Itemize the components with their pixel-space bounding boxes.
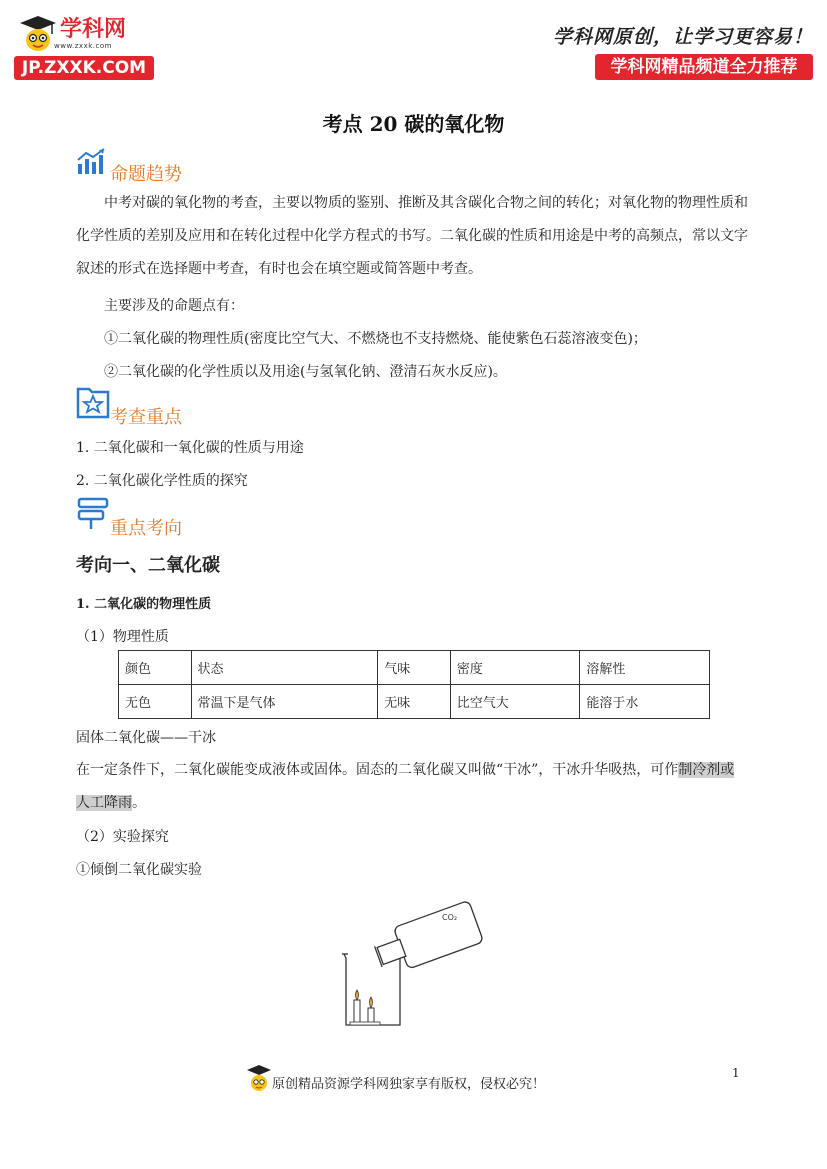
star-folder-icon — [76, 385, 110, 419]
page-title: 考点 20 碳的氧化物 — [322, 112, 505, 136]
mascot-icon — [246, 1064, 272, 1094]
dry-ice-end: 。 — [132, 795, 146, 811]
table-header-cell: 溶解性 — [580, 651, 710, 685]
table-header-cell: 密度 — [450, 651, 580, 685]
properties-table — [118, 650, 710, 719]
mascot-icon — [18, 14, 58, 54]
logo-url: www.zxxk.com — [54, 42, 112, 50]
table-cell: 能溶于水 — [580, 685, 710, 719]
logo-text: 学科网 — [60, 17, 127, 42]
highlight-refrigerant: 制冷剂或 — [678, 762, 735, 778]
bottle-label: CO₂ — [442, 913, 458, 922]
dry-ice-text: 在一定条件下，二氧化碳能变成液体或固体。固态的二氧化碳又叫做“干冰”，干冰升华吸热，可作 — [76, 762, 679, 778]
point-1: ①二氧化碳的物理性质(密度比空气大、不燃烧也不支持燃烧、能使紫色石蕊溶液变色)； — [104, 331, 647, 347]
table-header-row — [119, 651, 710, 685]
points-intro: 主要涉及的命题点有： — [104, 298, 244, 314]
sub-heading-physical: （1）物理性质 — [76, 629, 169, 645]
experiment-label: ①倾倒二氧化碳实验 — [76, 862, 202, 878]
point-2: ②二氧化碳的化学性质以及用途(与氢氧化钠、澄清石灰水反应)。 — [104, 364, 507, 380]
logo-badge[interactable]: JP.ZXXK.COM — [14, 56, 154, 80]
trend-paragraph: 中考对碳的氧化物的考查，主要以物质的鉴别、推断及其含碳化合物之间的转化；对氧化物的物理性质和化学性质的差别及应用和在转化过程中化学方程式的书写。二氧化碳的性质和用途是中考的高频点，常以文字叙述的形式在选择题中考查，有时也会在填空题或简答题中考查。 — [76, 195, 748, 277]
table-header-cell: 气味 — [378, 651, 451, 685]
focus-item-1: 1. 二氧化碳和一氧化碳的性质与用途 — [76, 440, 304, 456]
page-number: 1 — [732, 1066, 740, 1080]
section-heading-focus: 考查重点 — [110, 407, 182, 428]
dry-ice-paragraph-cont — [76, 787, 752, 820]
chart-trend-icon — [76, 148, 108, 176]
section-heading-trend: 命题趋势 — [110, 164, 182, 185]
co2-pouring-experiment-figure — [336, 892, 486, 1032]
table-header-cell: 颜色 — [119, 651, 192, 685]
focus-item-2: 2. 二氧化碳化学性质的探究 — [76, 473, 248, 489]
table-header-cell: 状态 — [191, 651, 378, 685]
site-logo[interactable] — [14, 12, 164, 84]
direction-heading: 考向一、二氧化碳 — [76, 555, 220, 576]
dry-ice-paragraph — [76, 754, 752, 787]
subsection-heading: 1. 二氧化碳的物理性质 — [76, 597, 212, 612]
section-heading-direction: 重点考向 — [110, 518, 182, 539]
table-cell: 无味 — [378, 685, 451, 719]
signpost-icon — [76, 496, 110, 530]
copyright-notice: 原创精品资源学科网独家享有版权，侵权必究！ — [272, 1077, 546, 1092]
table-cell: 常温下是气体 — [191, 685, 378, 719]
sub-heading-experiment: （2）实验探究 — [76, 829, 169, 845]
table-cell: 无色 — [119, 685, 192, 719]
dry-ice-title: 固体二氧化碳——干冰 — [76, 730, 216, 746]
header-slogan: 学科网原创，让学习更容易！ — [552, 26, 813, 48]
table-row — [119, 685, 710, 719]
channel-tag[interactable]: 学科网精品频道全力推荐 — [595, 54, 813, 80]
table-cell: 比空气大 — [450, 685, 580, 719]
highlight-rain: 人工降雨 — [76, 795, 132, 811]
